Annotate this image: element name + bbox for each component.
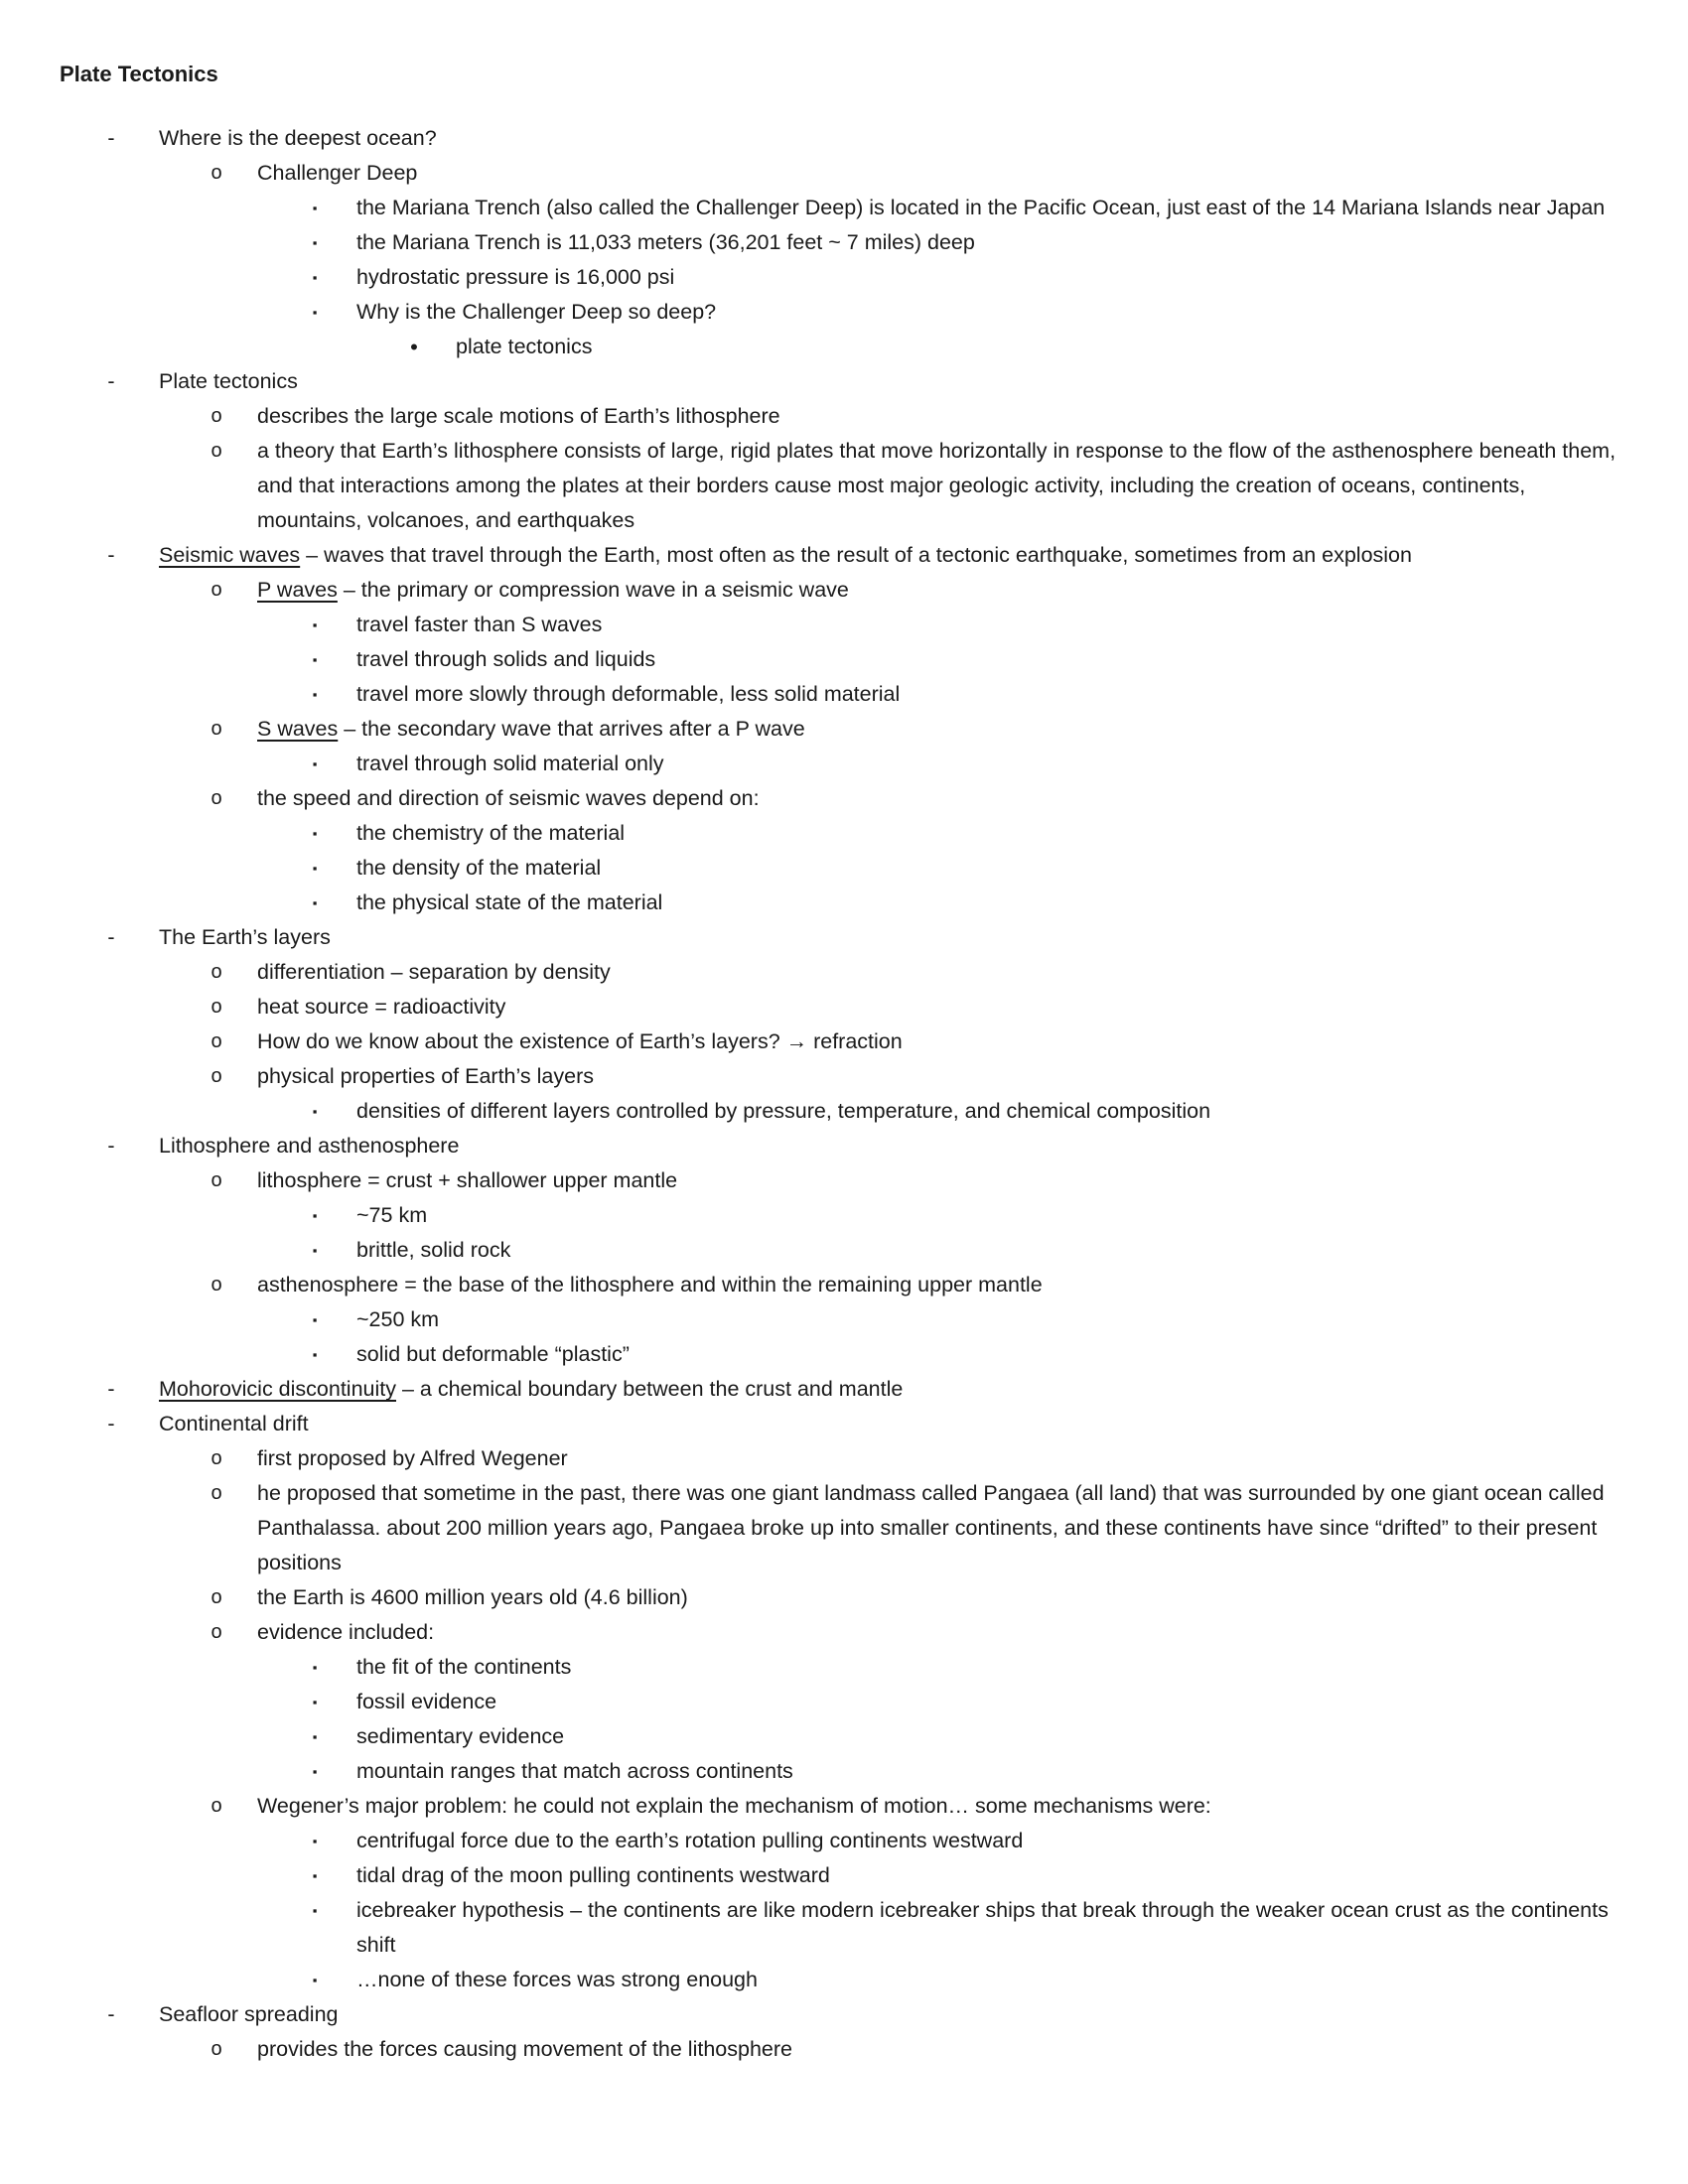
outline-item-level-3 — [0, 1650, 1688, 1685]
item-text: tidal drag of the moon pulling continents westward — [356, 1863, 830, 1887]
bullet-marker: ▪ — [312, 861, 318, 876]
outline-item-level-1 — [0, 538, 1688, 573]
item-text: the speed and direction of seismic waves depend on: — [257, 786, 760, 810]
bullet-marker: ▪ — [312, 1973, 318, 1987]
bullet-marker: • — [410, 335, 418, 359]
outline-item-level-2 — [0, 781, 1688, 816]
bullet-marker: o — [211, 1586, 222, 1608]
outline-item-level-2 — [0, 573, 1688, 608]
outline-item-level-3 — [0, 191, 1688, 225]
item-text: describes the large scale motions of Earth’s lithosphere — [257, 404, 780, 428]
outline-item-level-3 — [0, 1719, 1688, 1754]
outline-item-level-1 — [0, 121, 1688, 156]
outline-item-level-2 — [0, 2032, 1688, 2067]
outline-item-level-3 — [0, 1233, 1688, 1268]
outline-item-level-3 — [0, 1302, 1688, 1337]
outline-item-level-3 — [0, 1858, 1688, 1893]
outline-item-level-3 — [0, 642, 1688, 677]
bullet-marker: - — [107, 1134, 115, 1158]
item-text: mountain ranges that match across continents — [356, 1759, 793, 1783]
outline-item-level-1 — [0, 1372, 1688, 1407]
outline-item-level-1 — [0, 920, 1688, 955]
outline-item-level-1 — [0, 1997, 1688, 2032]
bullet-marker: ▪ — [312, 1208, 318, 1223]
item-text: – a chemical boundary between the crust and mantle — [396, 1377, 904, 1401]
bullet-marker: ▪ — [312, 1243, 318, 1258]
outline-item-level-2 — [0, 1441, 1688, 1476]
bullet-marker: ▪ — [312, 1660, 318, 1675]
bullet-marker: o — [211, 1795, 222, 1817]
outline-item-level-3 — [0, 1963, 1688, 1997]
outline-item-level-2 — [0, 156, 1688, 191]
item-text: icebreaker hypothesis – the continents are like modern icebreaker ships that break through the weaker ocean crust as the continents shift — [356, 1898, 1609, 1957]
bullet-marker: o — [211, 996, 222, 1018]
item-text: the fit of the continents — [356, 1655, 572, 1679]
bullet-marker: ▪ — [312, 1903, 318, 1918]
outline-item-level-2 — [0, 1580, 1688, 1615]
item-text: ~75 km — [356, 1203, 428, 1227]
item-text: brittle, solid rock — [356, 1238, 511, 1262]
item-text: Why is the Challenger Deep so deep? — [356, 300, 717, 324]
item-text: first proposed by Alfred Wegener — [257, 1446, 568, 1470]
bullet-marker: o — [211, 718, 222, 740]
item-text: Wegener’s major problem: he could not explain the mechanism of motion… some mechanisms were: — [257, 1794, 1211, 1818]
item-text: differentiation – separation by density — [257, 960, 611, 984]
item-text: Lithosphere and asthenosphere — [159, 1134, 460, 1158]
outline-item-level-3 — [0, 260, 1688, 295]
key-term: S waves — [257, 717, 339, 741]
bullet-marker: ▪ — [312, 1834, 318, 1848]
bullet-marker: ▪ — [312, 756, 318, 771]
bullet-marker: o — [211, 1621, 222, 1643]
outline-item-level-1 — [0, 1129, 1688, 1163]
item-text: the density of the material — [356, 856, 602, 880]
outline-item-level-2 — [0, 1615, 1688, 1650]
item-text: travel through solid material only — [356, 751, 664, 775]
item-text: Continental drift — [159, 1412, 309, 1435]
item-text: How do we know about the existence of Earth’s layers? → refraction — [257, 1029, 903, 1053]
bullet-marker: - — [107, 543, 115, 567]
item-text: the Earth is 4600 million years old (4.6 billion) — [257, 1585, 688, 1609]
bullet-marker: ▪ — [312, 235, 318, 250]
bullet-marker: - — [107, 1377, 115, 1401]
bullet-marker: ▪ — [312, 270, 318, 285]
outline-item-level-2 — [0, 1268, 1688, 1302]
bullet-marker: ▪ — [312, 895, 318, 910]
item-text: Seafloor spreading — [159, 2002, 339, 2026]
item-text: Where is the deepest ocean? — [159, 126, 437, 150]
outline-item-level-3 — [0, 608, 1688, 642]
bullet-marker: ▪ — [312, 617, 318, 632]
bullet-marker: ▪ — [312, 826, 318, 841]
bullet-marker: o — [211, 440, 222, 462]
bullet-marker: ▪ — [312, 1729, 318, 1744]
bullet-marker: ▪ — [312, 687, 318, 702]
outline-item-level-3 — [0, 1685, 1688, 1719]
outline-item-level-3 — [0, 225, 1688, 260]
outline-item-level-3 — [0, 1754, 1688, 1789]
bullet-marker: - — [107, 369, 115, 393]
item-text: evidence included: — [257, 1620, 435, 1644]
outline-item-level-3 — [0, 1824, 1688, 1858]
outline-item-level-3 — [0, 816, 1688, 851]
item-text: asthenosphere = the base of the lithosphere and within the remaining upper mantle — [257, 1273, 1043, 1297]
bullet-marker: o — [211, 405, 222, 427]
key-term: Seismic waves — [159, 543, 301, 567]
item-text: – waves that travel through the Earth, most often as the result of a tectonic earthquake, sometimes from an explosion — [300, 543, 1412, 567]
outline-item-level-2 — [0, 990, 1688, 1024]
bullet-marker: ▪ — [312, 1347, 318, 1362]
item-text: the Mariana Trench (also called the Challenger Deep) is located in the Pacific Ocean, just east of the 14 Mariana Islands near Japan — [356, 196, 1606, 219]
outline-item-level-3 — [0, 747, 1688, 781]
item-text: the Mariana Trench is 11,033 meters (36,201 feet ~ 7 miles) deep — [356, 230, 975, 254]
item-text: – the secondary wave that arrives after a P wave — [338, 717, 805, 741]
bullet-marker: - — [107, 126, 115, 150]
bullet-marker: o — [211, 1482, 222, 1504]
outline-item-level-2 — [0, 1789, 1688, 1824]
outline-item-level-2 — [0, 1476, 1688, 1580]
outline-item-level-3 — [0, 851, 1688, 886]
bullet-marker: ▪ — [312, 201, 318, 215]
item-text: solid but deformable “plastic” — [356, 1342, 630, 1366]
bullet-marker: o — [211, 961, 222, 983]
item-text: The Earth’s layers — [159, 925, 331, 949]
item-text: ~250 km — [356, 1307, 440, 1331]
outline-item-level-2 — [0, 955, 1688, 990]
bullet-marker: ▪ — [312, 652, 318, 667]
outline-item-level-3 — [0, 1893, 1688, 1963]
item-text: travel more slowly through deformable, less solid material — [356, 682, 901, 706]
outline-item-level-4 — [0, 330, 1688, 364]
item-text: travel faster than S waves — [356, 613, 603, 636]
bullet-marker: o — [211, 1030, 222, 1052]
outline-item-level-3 — [0, 1094, 1688, 1129]
outline-item-level-3 — [0, 886, 1688, 920]
outline-item-level-2 — [0, 434, 1688, 538]
bullet-marker: ▪ — [312, 305, 318, 320]
bullet-marker: - — [107, 925, 115, 949]
item-text: fossil evidence — [356, 1690, 497, 1713]
bullet-marker: ▪ — [312, 1312, 318, 1327]
item-text: hydrostatic pressure is 16,000 psi — [356, 265, 675, 289]
outline-item-level-2 — [0, 1059, 1688, 1094]
bullet-marker: o — [211, 162, 222, 184]
item-text: a theory that Earth’s lithosphere consists of large, rigid plates that move horizontally in response to the flow of the asthenosphere beneath them, and that interactions among the plates at their borders cause most major geologic activity, including the creation of oceans, continents, mountains, volcanoes, and earthquakes — [257, 439, 1617, 532]
item-text: lithosphere = crust + shallower upper mantle — [257, 1168, 678, 1192]
bullet-marker: o — [211, 1169, 222, 1191]
bullet-marker: ▪ — [312, 1764, 318, 1779]
outline-item-level-3 — [0, 1198, 1688, 1233]
item-text: heat source = radioactivity — [257, 995, 506, 1019]
item-text: …none of these forces was strong enough — [356, 1968, 758, 1991]
outline-item-level-1 — [0, 1407, 1688, 1441]
outline-item-level-3 — [0, 295, 1688, 330]
item-text: sedimentary evidence — [356, 1724, 565, 1748]
outline-item-level-3 — [0, 677, 1688, 712]
item-text: physical properties of Earth’s layers — [257, 1064, 594, 1088]
bullet-marker: o — [211, 579, 222, 601]
item-text: densities of different layers controlled by pressure, temperature, and chemical composition — [356, 1099, 1211, 1123]
item-text: travel through solids and liquids — [356, 647, 656, 671]
bullet-marker: o — [211, 787, 222, 809]
bullet-marker: ▪ — [312, 1104, 318, 1119]
bullet-marker: o — [211, 1065, 222, 1087]
bullet-marker: o — [211, 1447, 222, 1469]
key-term: P waves — [257, 578, 338, 602]
notes-outline — [0, 121, 1688, 2067]
item-text: Challenger Deep — [257, 161, 418, 185]
item-text: plate tectonics — [456, 335, 593, 358]
item-text: Plate tectonics — [159, 369, 298, 393]
item-text: centrifugal force due to the earth’s rotation pulling continents westward — [356, 1829, 1024, 1852]
outline-item-level-2 — [0, 399, 1688, 434]
key-term: Mohorovicic discontinuity — [159, 1377, 396, 1401]
bullet-marker: o — [211, 2038, 222, 2060]
outline-item-level-2 — [0, 1024, 1688, 1059]
item-text: provides the forces causing movement of the lithosphere — [257, 2037, 792, 2061]
item-text: the physical state of the material — [356, 890, 663, 914]
bullet-marker: - — [107, 2002, 115, 2026]
page-title: Plate Tectonics — [60, 62, 218, 86]
outline-item-level-3 — [0, 1337, 1688, 1372]
outline-item-level-1 — [0, 364, 1688, 399]
item-text: – the primary or compression wave in a seismic wave — [337, 578, 849, 602]
outline-item-level-2 — [0, 1163, 1688, 1198]
item-text: the chemistry of the material — [356, 821, 626, 845]
outline-item-level-2 — [0, 712, 1688, 747]
bullet-marker: o — [211, 1274, 222, 1296]
item-text: he proposed that sometime in the past, there was one giant landmass called Pangaea (all land) that was surrounded by one giant ocean called Panthalassa. about 200 million years ago, Pangaea broke up into smaller continents, and these continents have since “drifted” to their present positions — [257, 1481, 1605, 1574]
bullet-marker: ▪ — [312, 1868, 318, 1883]
bullet-marker: - — [107, 1412, 115, 1435]
bullet-marker: ▪ — [312, 1695, 318, 1709]
